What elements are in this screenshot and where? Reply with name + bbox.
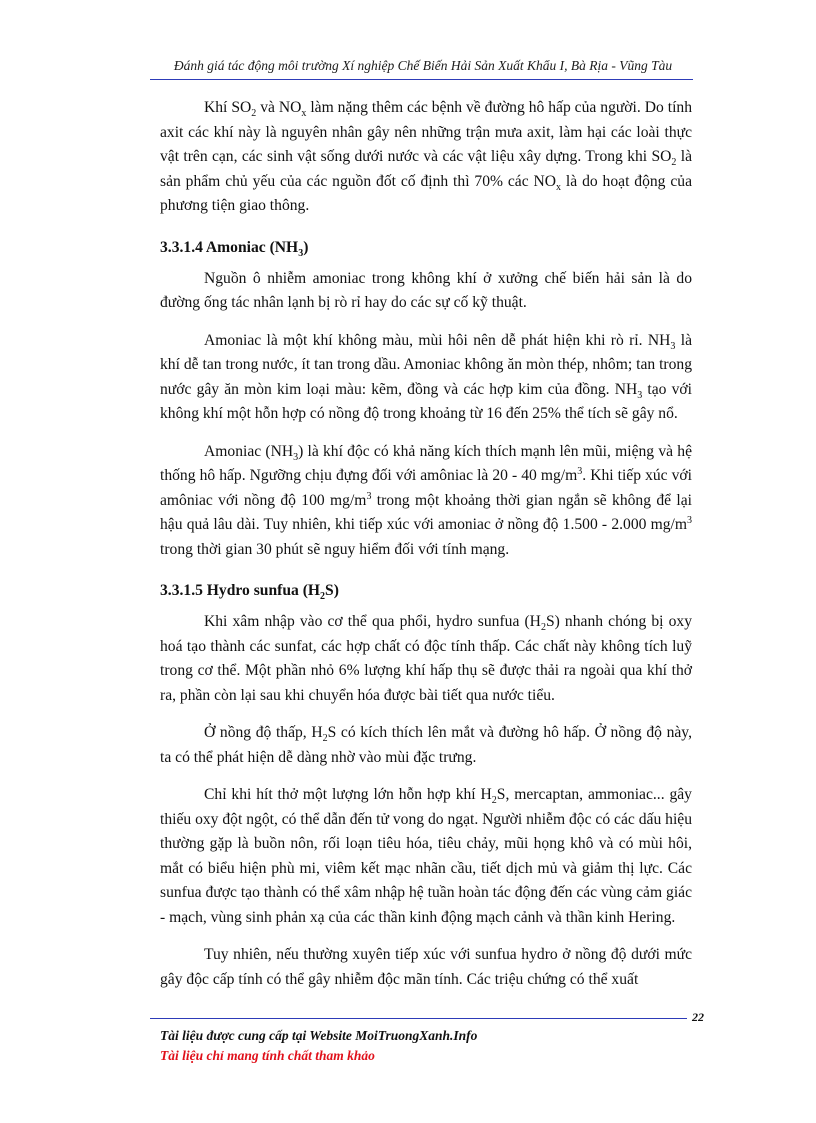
footer-source-note: Tài liệu được cung cấp tại Website MoiTruongXanh.Info — [160, 1028, 478, 1043]
page-number: 22 — [692, 1010, 704, 1024]
paragraph-so2-nox: Khí $SO_2$ và $NO_x$ làm nặng thêm các bệnh về đường hô hấp của người. Do tính axit các khí này là nguyên nhân gây nên những trận mưa axit, làm hại các loài thực vật trên cạn, các sinh vật sống dưới nước và các vật liệu xây dựng. Trong khi $SO_2$ là sản phẩm chủ yếu của các nguồn đốt cố định thì 70% các $NO_x$ là do hoạt động của phương tiện giao thông. — [160, 99, 692, 214]
paragraph-h2s-absorption: Khi xâm nhập vào cơ thể qua phổi, hydro sunfua $(H_2S)$ nhanh chóng bị oxy hoá tạo thành các sunfat, các hợp chất có độc tính thấp. Các chất này không tích luỹ trong cơ thể. Một phần nhỏ 6% lượng khí hấp thụ sẽ được thải ra ngoài qua khí thở ra, phần còn lại sau khi chuyển hóa được bài tiết qua nước tiểu. — [160, 613, 693, 704]
footer-rule — [150, 1018, 687, 1019]
section-heading-amoniac: 3.3.1.4 Amoniac $(NH_3)$ — [160, 238, 309, 259]
page-body — [160, 96, 692, 1005]
paragraph-amoniac-properties: Amoniac là một khí không màu, mùi hôi nên dễ phát hiện khi rò rỉ. $NH_3$ là khí dễ tan trong nước, ít tan trong dầu. Amoniac không ăn mòn thép, nhôm; tan trong nước gây ăn mòn kim loại màu: kẽm, đồng và các hợp kim của đồng. $NH_3$ tạo với không khí một hỗn hợp có nồng độ trong khoảng từ 16 đến 25% thể tích sẽ gây nổ. — [160, 331, 692, 422]
section-heading-hydro-sunfua: 3.3.1.5 Hydro sunfua $(H_2S)$ — [160, 582, 339, 603]
footer-disclaimer: Tài liệu chỉ mang tính chất tham khảo — [160, 1048, 375, 1063]
paragraph-h2s-low-concentration: Ở nồng độ thấp, $H_2S$ có kích thích lên mắt và đường hô hấp. Ở nồng độ này, ta có thể phát hiện dễ dàng nhờ vào mùi đặc trưng. — [160, 724, 692, 766]
paragraph-amoniac-toxicity: Amoniac $(NH_3)$ là khí độc có khả năng kích thích mạnh lên mũi, miệng và hệ thống hô hấp. Ngưỡng chịu đựng đối với amôniac là 20 - 40 $mg/m^3$. Khi tiếp xúc với amôniac với nồng độ 100 $mg/m^3$ trong một khoảng thời gian ngắn sẽ không để lại hậu quả lâu dài. Tuy nhiên, khi tiếp xúc với amoniac ở nồng độ 1.500 - 2.000 $mg/m^3$ trong thời gian 30 phút sẽ nguy hiểm đối với tính mạng. — [160, 442, 693, 558]
paragraph-h2s-high-exposure: Chỉ khi hít thở một lượng lớn hỗn hợp khí $H_2S$, mercaptan, ammoniac... gây thiếu oxy đột ngột, có thể dẫn đến tử vong do ngạt. Người nhiễm độc có các dấu hiệu thường gặp là buồn nôn, rối loạn tiêu hóa, tiêu chảy, mũi họng khô và có mùi hôi, mắt có biểu hiện phù mi, viêm kết mạc nhãn cầu, tiết dịch mủ và giảm thị lực. Các sunfua được tạo thành có thể xâm nhập hệ tuần hoàn tác động đến các vùng cảm giác - mạch, vùng sinh phản xạ của các thần kinh động mạch cảnh và thần kinh Hering. — [160, 786, 692, 926]
header-rule — [150, 79, 693, 80]
running-header: Đánh giá tác động môi trường Xí nghiệp Chế Biến Hải Sản Xuất Khẩu I, Bà Rịa - Vũng Tàu — [173, 58, 673, 73]
paragraph-amoniac-source: Nguồn ô nhiễm amoniac trong không khí ở xưởng chế biến hải sản là do đường ống tác nhân lạnh bị rò rỉ hay do các sự cố kỹ thuật. — [160, 269, 692, 311]
paragraph-h2s-chronic: Tuy nhiên, nếu thường xuyên tiếp xúc với sunfua hydro ở nồng độ dưới mức gây độc cấp tính có thể gây nhiễm độc mãn tính. Các triệu chứng có thể xuất — [160, 946, 692, 988]
